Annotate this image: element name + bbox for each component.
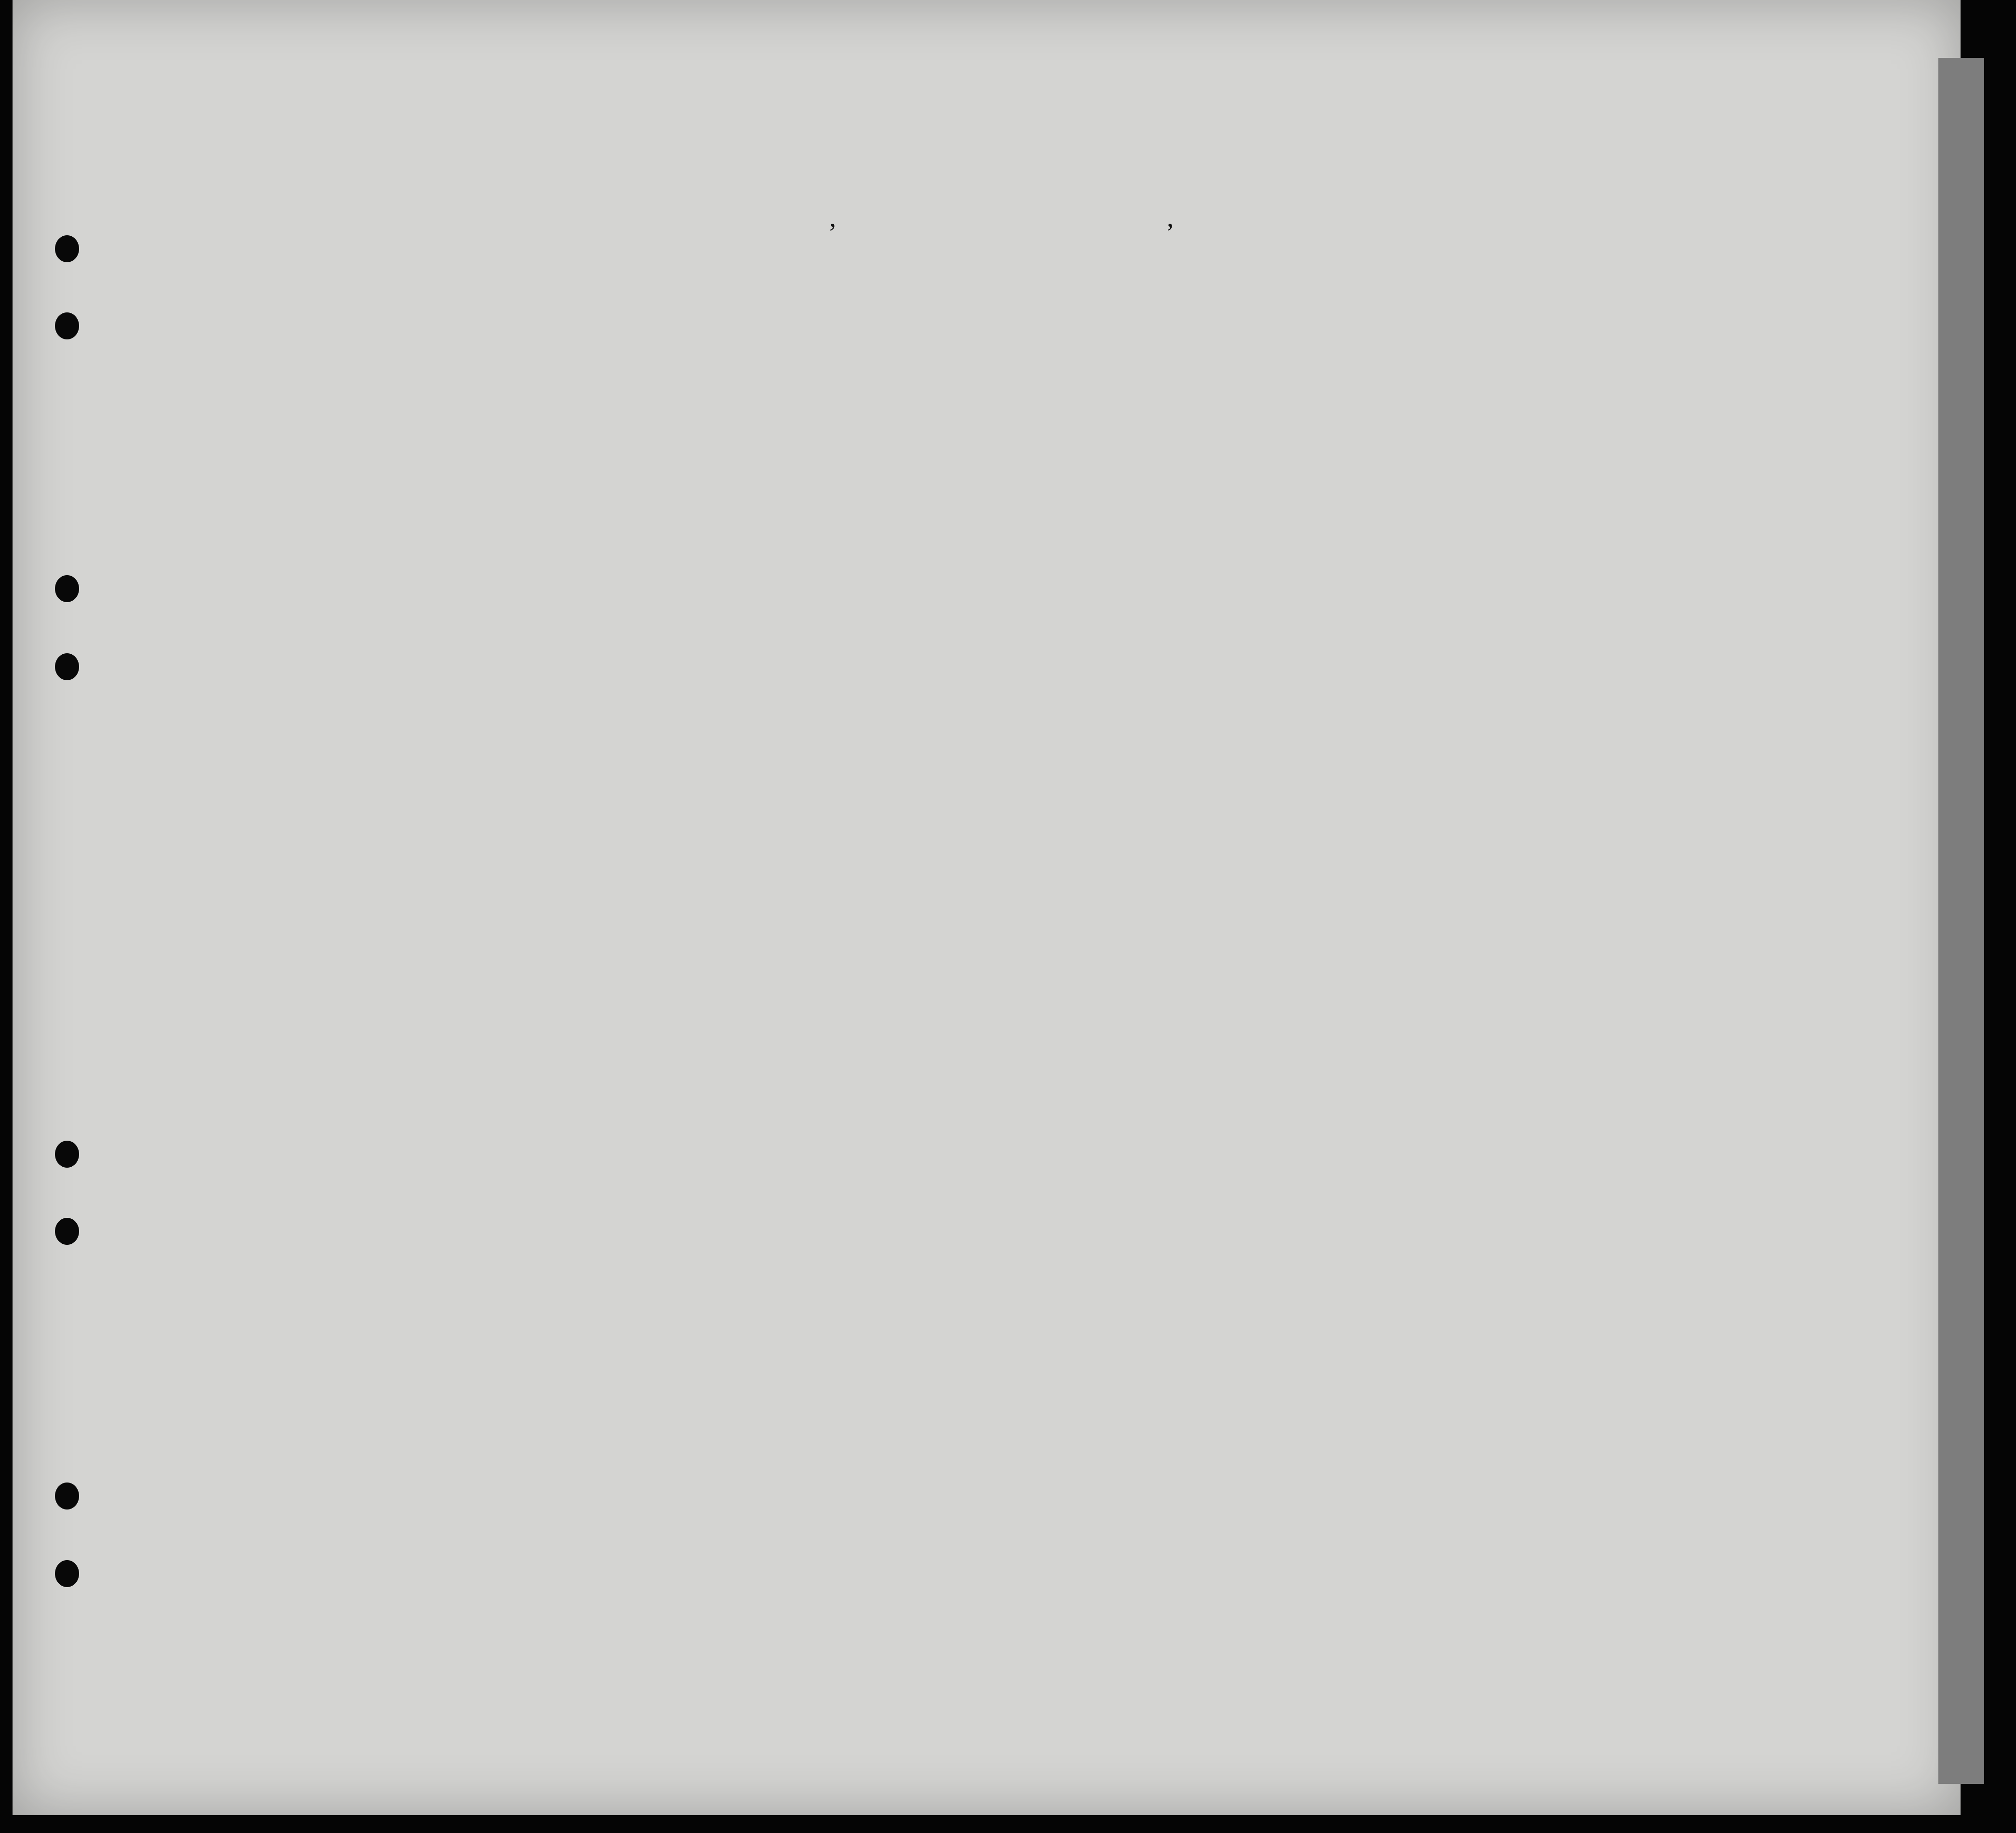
col32-header (1546, 321, 1606, 490)
col24b-header (1187, 378, 1223, 381)
col30-header (1452, 422, 1484, 425)
col16-header (96, 323, 140, 418)
col24a-header (1118, 417, 1178, 420)
col20-note (593, 349, 690, 449)
date-comma: , (1167, 203, 1174, 233)
col25-header (1264, 417, 1321, 420)
binder-hole (55, 575, 79, 602)
col34-header (1654, 347, 1695, 410)
binder-hole (55, 1483, 79, 1510)
col17-header (142, 328, 403, 419)
binder-hole (55, 235, 79, 262)
port-comma: , (829, 203, 836, 233)
binder-hole (55, 653, 79, 680)
footnote (222, 1682, 227, 1809)
col22-yesno (719, 364, 751, 432)
binder-hole (55, 1218, 79, 1245)
col22-year (752, 380, 798, 447)
col24c-header (1234, 378, 1271, 381)
col31-header (1486, 321, 1546, 490)
binder-hole (55, 1141, 79, 1168)
binder-hole (55, 312, 79, 339)
col23-header (856, 335, 1114, 426)
binder-hole (55, 1560, 79, 1587)
col29-header (1398, 422, 1455, 425)
